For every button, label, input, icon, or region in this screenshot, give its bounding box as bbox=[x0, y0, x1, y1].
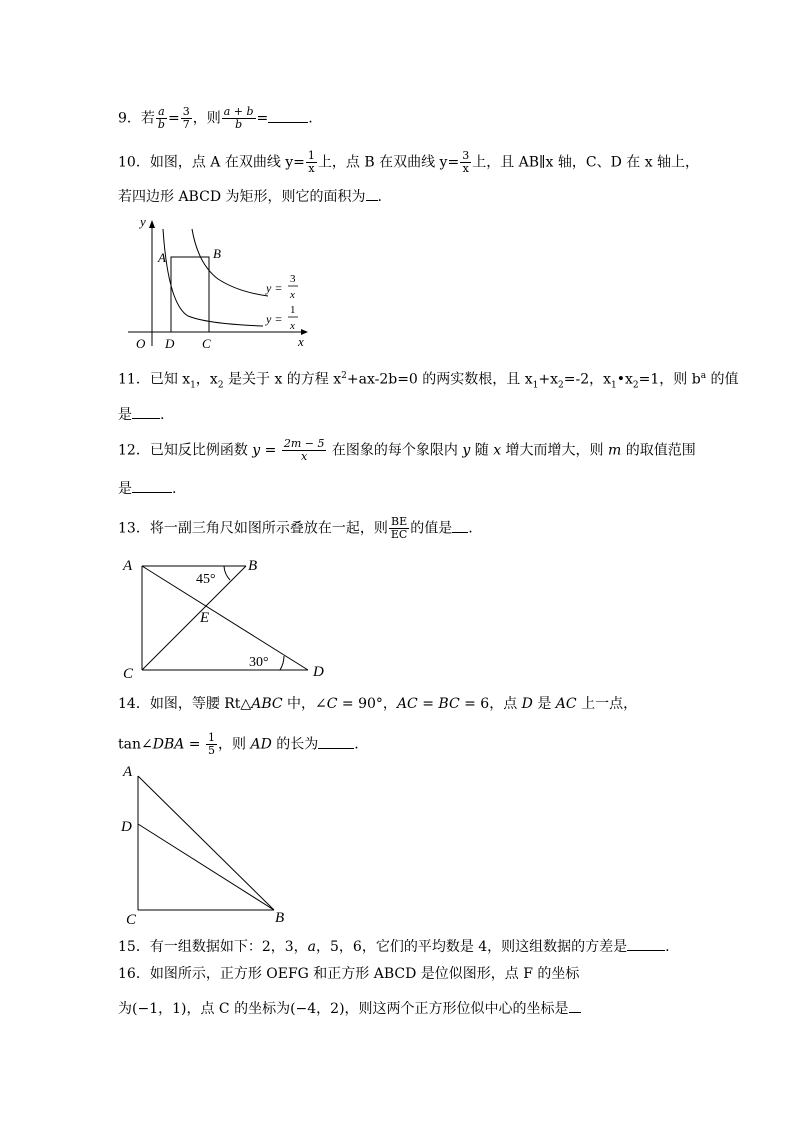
curve-label-3x: y = bbox=[266, 281, 283, 295]
question-16: 16．如图所示，正方形 OEFG 和正方形 ABCD 是位似图形，点 F 的坐标 bbox=[118, 966, 580, 982]
question-9: 9．若 $\frac{a}{b}$ = $\frac{3}{7}$ ，则 $\frac{a + b}{b}$ = . bbox=[118, 105, 313, 131]
answer-blank bbox=[627, 936, 665, 951]
hyperbola-figure bbox=[118, 214, 318, 354]
q9-fraction-apb-b: $\frac{a + b}{b}$ bbox=[223, 105, 254, 131]
point-label-d: D bbox=[313, 664, 324, 680]
question-11: 11．已知 $x_1$，$x_2$ 是关于 x 的方程 $x^2+ax-2b=0$ 的两实数根，且 $x_1+x_2=-2$，$x_1•x_2=1$，则 $b^a$ 的值 bbox=[118, 371, 739, 391]
question-13: 13．将一副三角尺如图所示叠放在一起，则 $\frac{BE}{EC}$ 的值是 . bbox=[118, 515, 473, 541]
point-label-d: D bbox=[121, 819, 132, 835]
point-label-c: C bbox=[126, 912, 137, 928]
q12-fraction: $\frac{2m - 5}{x}$ bbox=[283, 437, 325, 463]
question-11-line2: 是 . bbox=[118, 404, 164, 425]
point-label-c: C bbox=[123, 666, 134, 682]
curve-label-3x-num: 3 bbox=[290, 273, 296, 285]
answer-blank bbox=[452, 518, 468, 533]
question-16-line2: 为(−1，1)，点 C 的坐标为(−4，2)，则这两个正方形位似中心的坐标是 bbox=[118, 998, 581, 1019]
point-label-b: B bbox=[213, 246, 221, 261]
question-12: 12．已知反比例函数 y = $\frac{2m - 5}{x}$ 在图象的每个象限内 y 随 x 增大而增大，则 m 的取值范围 bbox=[118, 437, 696, 463]
point-label-d: D bbox=[165, 336, 175, 351]
curve-label-1x-den: x bbox=[290, 320, 295, 332]
q14-fraction-1-5: $\frac{1}{5}$ bbox=[208, 731, 215, 757]
q9-fraction-a-b: $\frac{a}{b}$ bbox=[157, 105, 165, 131]
answer-blank bbox=[366, 186, 378, 201]
q13-fraction-be-ec: $\frac{BE}{EC}$ bbox=[390, 515, 408, 541]
q10-fraction-3-x: $\frac{3}{x}$ bbox=[462, 149, 470, 175]
q9-prefix: 9．若 bbox=[118, 110, 155, 127]
answer-blank bbox=[132, 404, 160, 419]
curve-label-1x-num: 1 bbox=[290, 304, 296, 316]
question-15: 15．有一组数据如下：2，3，a，5，6，它们的平均数是 4，则这组数据的方差是 . bbox=[118, 936, 670, 957]
curve-label-1x: y = bbox=[266, 312, 283, 326]
axis-label-x: x bbox=[298, 334, 304, 349]
question-14-line2: tan∠DBA = $\frac{1}{5}$ ，则 AD 的长为 . bbox=[118, 731, 359, 757]
angle-label-45: 45° bbox=[196, 572, 216, 587]
question-10: 10．如图，点 A 在双曲线 y= $\frac{1}{x}$ 上，点 B 在双曲线 y= $\frac{3}{x}$ 上，且 AB∥x 轴，C、D 在 x 轴上， bbox=[118, 149, 700, 175]
question-12-line2: 是 . bbox=[118, 478, 176, 499]
origin-label: O bbox=[136, 336, 146, 351]
question-10-line2: 若四边形 ABCD 为矩形，则它的面积为 . bbox=[118, 186, 382, 207]
point-label-b: B bbox=[275, 910, 285, 926]
q9-fraction-3-7: $\frac{3}{7}$ bbox=[182, 105, 190, 131]
point-label-a: A bbox=[158, 250, 166, 265]
answer-blank bbox=[268, 108, 308, 123]
question-14: 14．如图，等腰 Rt△ABC 中，∠C = 90°，AC = BC = 6，点 D 是 AC 上一点， bbox=[118, 696, 638, 712]
answer-blank bbox=[569, 998, 581, 1013]
curve-label-3x-den: x bbox=[290, 289, 295, 301]
right-triangle-figure bbox=[118, 760, 298, 930]
point-label-a: A bbox=[123, 558, 133, 574]
answer-blank bbox=[132, 478, 172, 493]
point-label-b: B bbox=[248, 558, 258, 574]
point-label-e: E bbox=[200, 610, 210, 626]
q10-fraction-1-x: $\frac{1}{x}$ bbox=[307, 149, 315, 175]
point-label-a: A bbox=[123, 764, 133, 780]
triangle-rulers-figure bbox=[118, 552, 338, 682]
axis-label-y: y bbox=[140, 214, 146, 229]
point-label-c: C bbox=[202, 336, 211, 351]
answer-blank bbox=[318, 734, 354, 749]
angle-label-30: 30° bbox=[249, 655, 269, 670]
